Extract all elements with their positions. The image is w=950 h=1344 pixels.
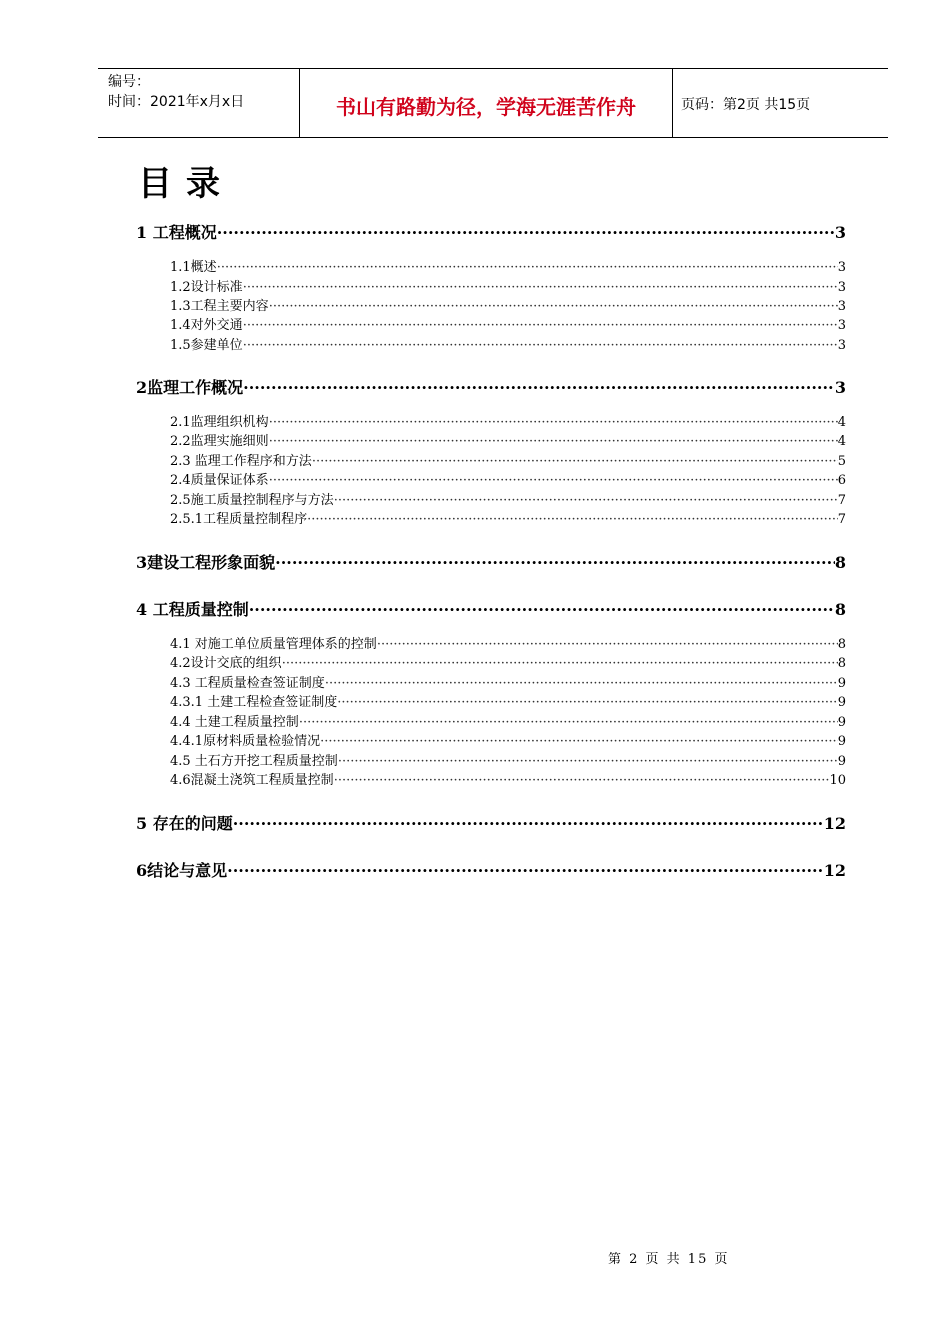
toc-entry-page: 8 [837,656,846,671]
date-line: 时间：2021年x月x日 [108,94,245,110]
toc-entry[interactable] [170,450,846,469]
toc-entry[interactable] [170,489,846,508]
toc-entry-page: 3 [837,338,846,353]
toc-entry-text: 4.4 土建工程质量控制 [170,715,299,730]
toc-leader-dots [269,299,838,314]
toc-entry-page: 8 [834,600,846,619]
toc-entry-page: 9 [837,715,846,730]
toc-entry-page: 8 [837,637,846,652]
toc-entry-page: 8 [834,553,846,572]
toc-entry-page: 9 [837,695,846,710]
toc-leader-dots [269,473,838,488]
toc-entry-text: 4.3 工程质量检查签证制度 [170,676,325,691]
toc-leader-dots [243,378,835,397]
toc-leader-dots [377,637,838,652]
toc-entry-page: 3 [837,260,846,275]
toc-entry-page: 5 [837,454,846,469]
toc-entry[interactable] [136,597,846,620]
toc-leader-dots [320,734,838,749]
toc-entry-text: 1.3工程主要内容 [170,299,269,314]
toc-entry-text: 4 工程质量控制 [136,600,249,619]
toc-leader-dots [243,280,838,295]
toc-title: 目录 [138,164,234,204]
toc-leader-dots [337,695,838,710]
toc-entry-text: 4.5 土石方开挖工程质量控制 [170,754,338,769]
toc-entry-text: 5 存在的问题 [136,814,233,833]
toc-leader-dots [233,814,824,833]
toc-entry-page: 12 [823,814,846,833]
motto-text: 书山有路勤为径，学海无涯苦作舟 [336,95,636,119]
toc-entry-text: 1.4对外交通 [170,318,243,333]
toc-entry-text: 4.4.1原材料质量检验情况 [170,734,321,749]
toc-entry-text: 2.1监理组织机构 [170,415,269,430]
toc-entry[interactable] [170,652,846,671]
toc-leader-dots [227,861,824,880]
footer-page-number: 第 2 页 共 15 页 [608,1252,730,1267]
toc-entry-page: 7 [837,512,846,527]
toc-entry-page: 12 [823,861,846,880]
toc-entry[interactable] [170,672,846,691]
page-header [98,68,888,138]
toc-leader-dots [325,676,838,691]
toc-entry-page: 4 [837,415,846,430]
toc-entry-text: 1.5参建单位 [170,338,243,353]
toc-entry[interactable] [170,469,846,488]
toc-entry-page: 3 [837,280,846,295]
toc-entry-page: 10 [829,773,846,788]
toc-entry[interactable] [170,334,846,353]
toc-leader-dots [249,600,835,619]
toc-entry-text: 1.1概述 [170,260,217,275]
toc-entry-text: 4.6混凝土浇筑工程质量控制 [170,773,334,788]
toc-entry-page: 9 [837,754,846,769]
toc-entry-text: 4.2设计交底的组织 [170,656,282,671]
toc-leader-dots [217,260,838,275]
toc-leader-dots [269,415,838,430]
toc-entry[interactable] [170,276,846,295]
toc-entry-page: 7 [837,493,846,508]
toc-entry-text: 2.4质量保证体系 [170,473,269,488]
toc-leader-dots [269,434,838,449]
toc-entry[interactable] [136,811,846,834]
toc-entry[interactable] [170,430,846,449]
header-meta-cell [98,69,300,137]
toc-entry-text: 1 工程概况 [136,223,217,242]
toc-entry[interactable] [170,750,846,769]
toc-leader-dots [334,773,830,788]
toc-entry-text: 4.3.1 土建工程检查签证制度 [170,695,338,710]
toc-entry[interactable] [170,633,846,652]
toc-entry-text: 2.5施工质量控制程序与方法 [170,493,334,508]
toc-leader-dots [217,223,835,242]
toc-entry-page: 3 [837,318,846,333]
page-info: 页码：第2页 共15页 [681,97,811,113]
toc-entry-page: 6 [837,473,846,488]
header-motto-cell [300,69,673,137]
toc-entry[interactable] [136,375,846,398]
toc-entry[interactable] [170,691,846,710]
toc-entry[interactable] [170,769,846,788]
toc-entry-text: 1.2设计标准 [170,280,243,295]
toc-leader-dots [307,512,838,527]
toc-entry[interactable] [170,730,846,749]
toc-leader-dots [299,715,838,730]
toc-leader-dots [312,454,838,469]
toc-entry[interactable] [170,314,846,333]
serial-label: 编号： [108,74,150,90]
toc-entry-text: 6结论与意见 [136,861,228,880]
toc-entry-page: 9 [837,676,846,691]
toc-entry-text: 2.3 监理工作程序和方法 [170,454,312,469]
toc-entry[interactable] [136,220,846,243]
toc-entry[interactable] [170,295,846,314]
toc-entry-text: 2监理工作概况 [136,378,244,397]
toc-entry-page: 3 [834,223,846,242]
toc-entry[interactable] [170,711,846,730]
toc-entry-page: 9 [837,734,846,749]
toc-entry-text: 3建设工程形象面貌 [136,553,276,572]
toc-leader-dots [338,754,838,769]
toc-entry[interactable] [136,550,846,573]
toc-leader-dots [275,553,835,572]
toc-entry-text: 2.2监理实施细则 [170,434,269,449]
toc-leader-dots [243,338,838,353]
toc-entry-text: 2.5.1工程质量控制程序 [170,512,308,527]
toc-entry-page: 3 [834,378,846,397]
toc-entry-text: 4.1 对施工单位质量管理体系的控制 [170,637,377,652]
toc-leader-dots [243,318,838,333]
toc-entry-page: 4 [837,434,846,449]
toc-leader-dots [282,656,838,671]
toc-entry[interactable] [136,858,846,881]
toc-entry[interactable] [170,508,846,527]
toc-entry[interactable] [170,256,846,275]
toc-entry-page: 3 [837,299,846,314]
toc-leader-dots [334,493,838,508]
toc-entry[interactable] [170,411,846,430]
header-page-cell [673,69,888,137]
